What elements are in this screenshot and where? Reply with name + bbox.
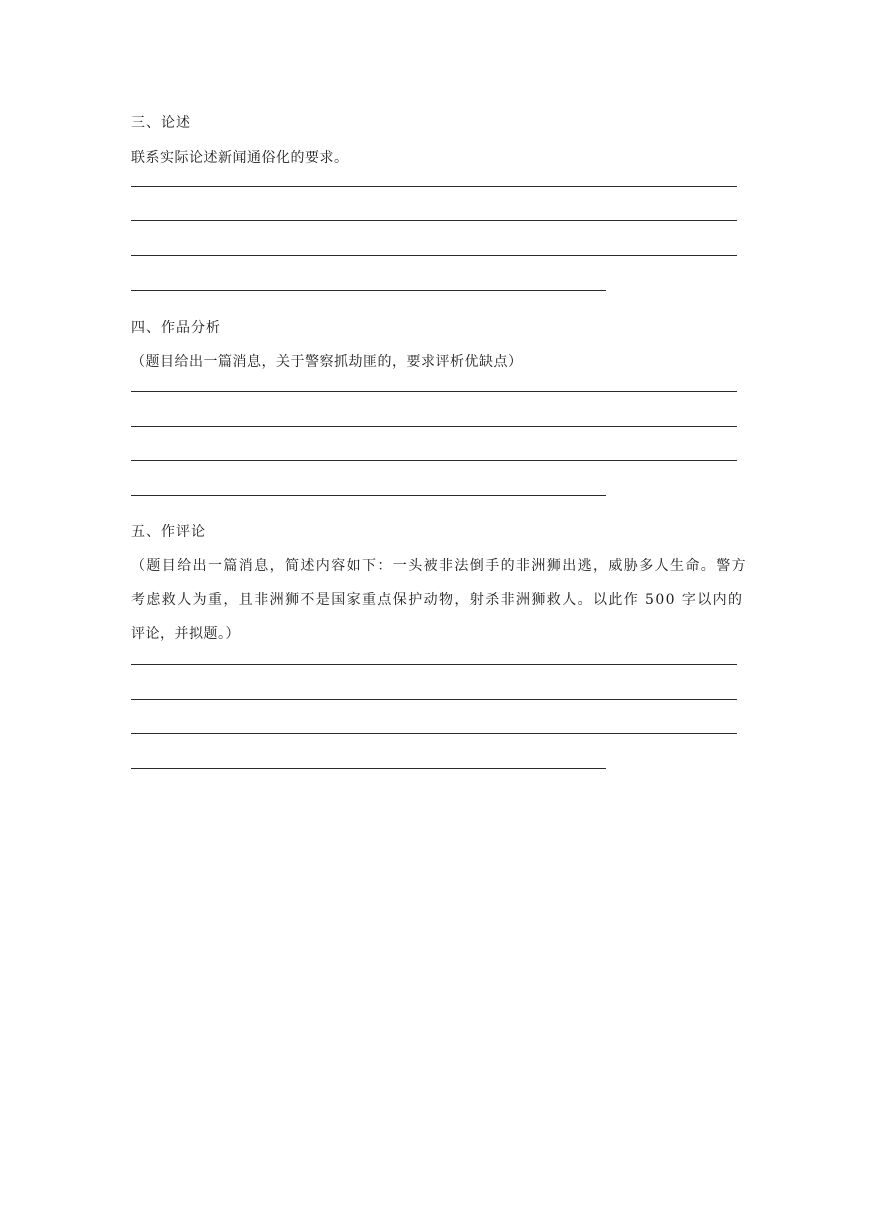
- answer-line: [131, 255, 737, 256]
- answer-line: [131, 768, 606, 769]
- section-5-prompt-line-1: （题目给出一篇消息，简述内容如下：一头被非法倒手的非洲狮出逃，威胁多人生命。警方: [131, 558, 747, 574]
- answer-line: [131, 495, 606, 496]
- answer-line: [131, 426, 737, 427]
- section-3-heading: 三、论述: [131, 115, 191, 131]
- section-5-prompt-line-3: 评论，并拟题。）: [131, 626, 240, 642]
- answer-line: [131, 699, 737, 700]
- section-5-heading: 五、作评论: [131, 524, 206, 540]
- answer-line: [131, 290, 606, 291]
- answer-line: [131, 664, 737, 665]
- answer-line: [131, 391, 737, 392]
- section-3-prompt: 联系实际论述新闻通俗化的要求。: [131, 150, 349, 166]
- section-5-prompt-line-2: 考虑救人为重，且非洲狮不是国家重点保护动物，射杀非洲狮救人。以此作 500 字以内的: [131, 592, 744, 608]
- answer-line: [131, 186, 737, 187]
- answer-line: [131, 733, 737, 734]
- answer-line: [131, 460, 737, 461]
- answer-line: [131, 220, 737, 221]
- section-4-heading: 四、作品分析: [131, 320, 221, 336]
- section-4-prompt: （题目给出一篇消息，关于警察抓劫匪的，要求评析优缺点）: [131, 354, 523, 370]
